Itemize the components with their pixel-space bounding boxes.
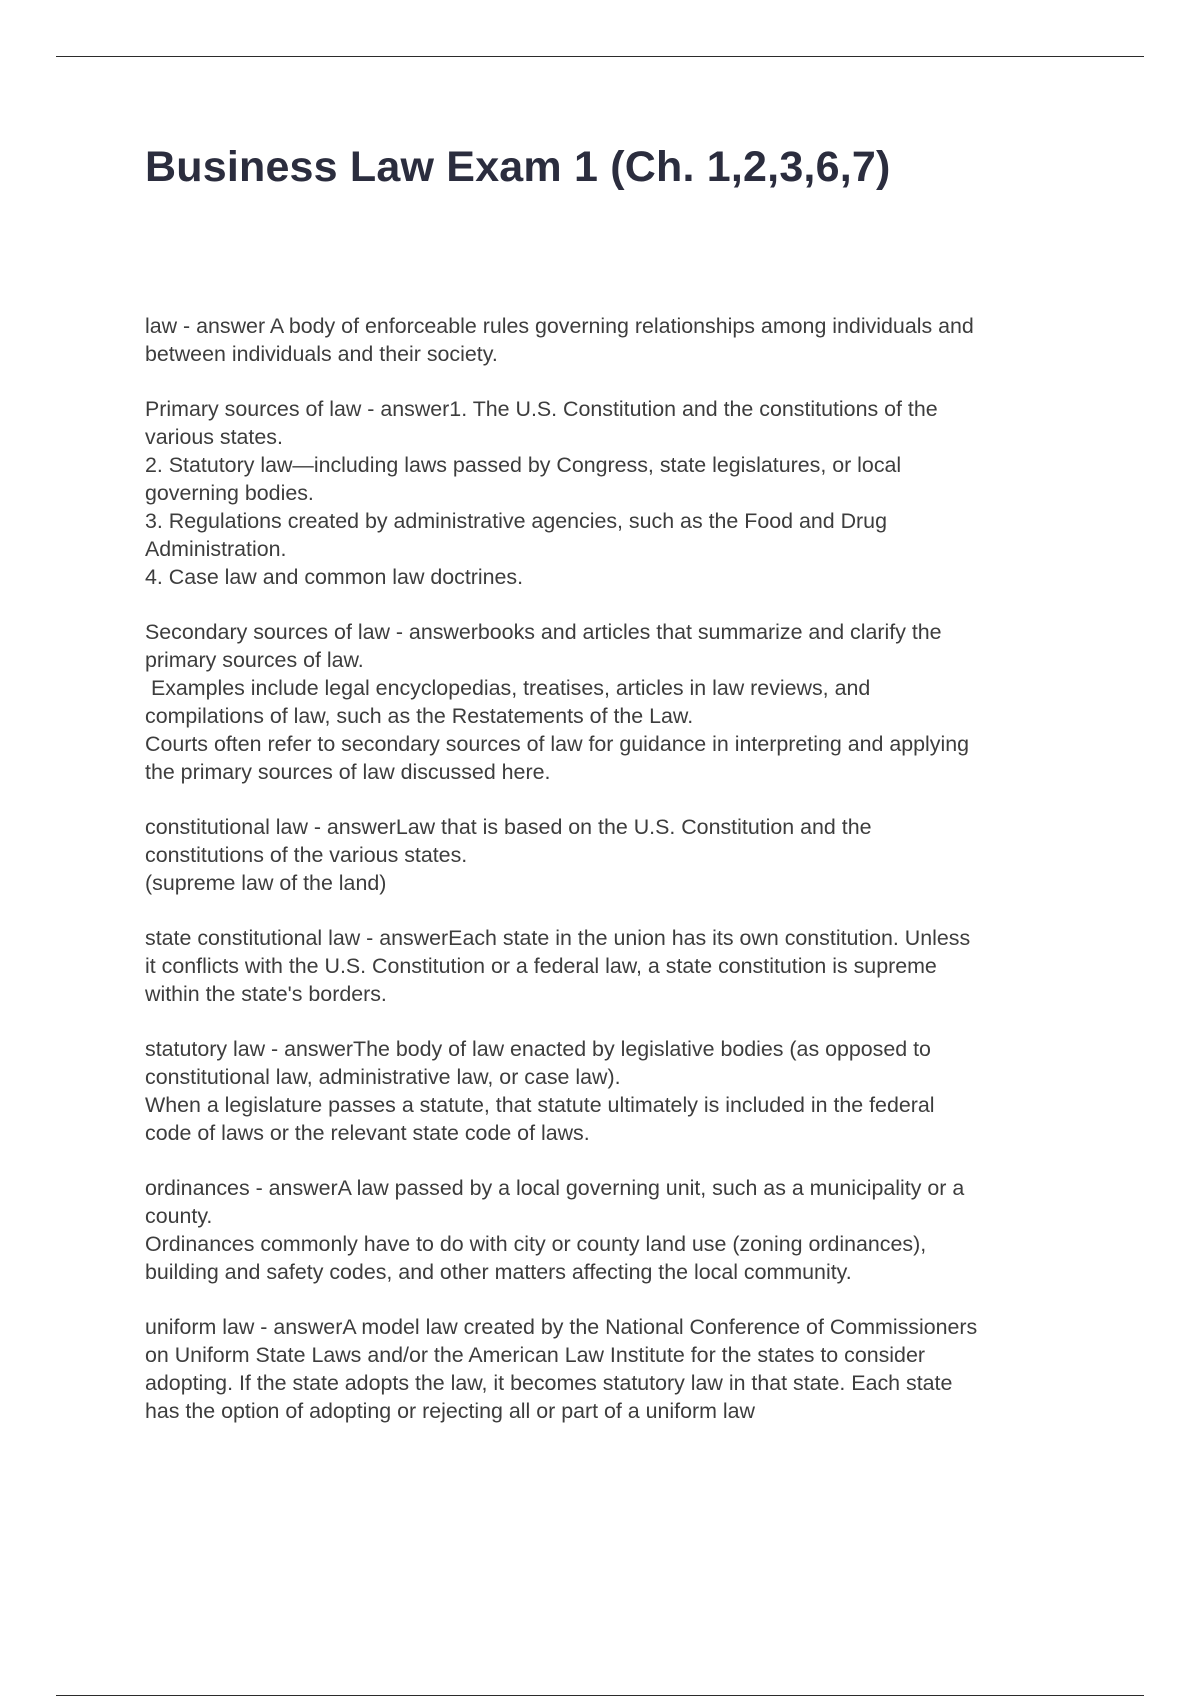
entry-uniform-law	[145, 1313, 1095, 1425]
entry-line: governing bodies.	[145, 481, 314, 505]
entry-line: state constitutional law - answerEach state in the union has its own constitution. Unless	[145, 926, 971, 950]
entry-line: Courts often refer to secondary sources of law for guidance in interpreting and applying	[145, 732, 970, 756]
entry-line: within the state's borders.	[145, 982, 387, 1006]
entry-primary-sources	[145, 395, 1095, 591]
entry-line: uniform law - answerA model law created by the National Conference of Commissioners	[145, 1315, 978, 1339]
entry-statutory-law	[145, 1035, 1095, 1147]
bottom-rule	[56, 1695, 1144, 1696]
top-rule	[56, 56, 1144, 57]
entry-line: Ordinances commonly have to do with city or county land use (zoning ordinances),	[145, 1232, 927, 1256]
entry-line: 2. Statutory law—including laws passed by Congress, state legislatures, or local	[145, 453, 902, 477]
entry-line: code of laws or the relevant state code of laws.	[145, 1121, 590, 1145]
entry-line: law - answer A body of enforceable rules governing relationships among individuals and	[145, 314, 974, 338]
entry-line: various states.	[145, 425, 283, 449]
page-title: Business Law Exam 1 (Ch. 1,2,3,6,7)	[145, 143, 891, 191]
entry-line: adopting. If the state adopts the law, it becomes statutory law in that state. Each state	[145, 1371, 953, 1395]
entry-secondary-sources	[145, 618, 1095, 786]
entry-line: (supreme law of the land)	[145, 871, 387, 895]
entry-line: on Uniform State Laws and/or the American Law Institute for the states to consider	[145, 1343, 925, 1367]
entry-line: constitutions of the various states.	[145, 843, 468, 867]
entry-line: Primary sources of law - answer1. The U.S. Constitution and the constitutions of the	[145, 397, 938, 421]
entry-line: When a legislature passes a statute, that statute ultimately is included in the federal	[145, 1093, 935, 1117]
entry-line: the primary sources of law discussed here.	[145, 760, 551, 784]
entry-constitutional-law	[145, 813, 1095, 897]
entry-line: ordinances - answerA law passed by a local governing unit, such as a municipality or a	[145, 1176, 965, 1200]
entry-line: Examples include legal encyclopedias, treatises, articles in law reviews, and	[145, 676, 871, 700]
entry-line: Administration.	[145, 537, 287, 561]
entry-law	[145, 312, 1095, 368]
entry-ordinances	[145, 1174, 1095, 1286]
entry-line: primary sources of law.	[145, 648, 364, 672]
flashcard-list	[145, 312, 1095, 1452]
entry-line: county.	[145, 1204, 213, 1228]
entry-line: 3. Regulations created by administrative agencies, such as the Food and Drug	[145, 509, 887, 533]
entry-line: Secondary sources of law - answerbooks and articles that summarize and clarify the	[145, 620, 942, 644]
entry-line: compilations of law, such as the Restatements of the Law.	[145, 704, 694, 728]
entry-line: has the option of adopting or rejecting all or part of a uniform law	[145, 1399, 755, 1423]
entry-line: 4. Case law and common law doctrines.	[145, 565, 524, 589]
entry-line: constitutional law - answerLaw that is based on the U.S. Constitution and the	[145, 815, 872, 839]
entry-line: it conflicts with the U.S. Constitution or a federal law, a state constitution is supreme	[145, 954, 937, 978]
entry-line: between individuals and their society.	[145, 342, 498, 366]
entry-line: statutory law - answerThe body of law enacted by legislative bodies (as opposed to	[145, 1037, 931, 1061]
entry-line: building and safety codes, and other matters affecting the local community.	[145, 1260, 852, 1284]
entry-state-constitutional-law	[145, 924, 1095, 1008]
entry-line: constitutional law, administrative law, or case law).	[145, 1065, 621, 1089]
